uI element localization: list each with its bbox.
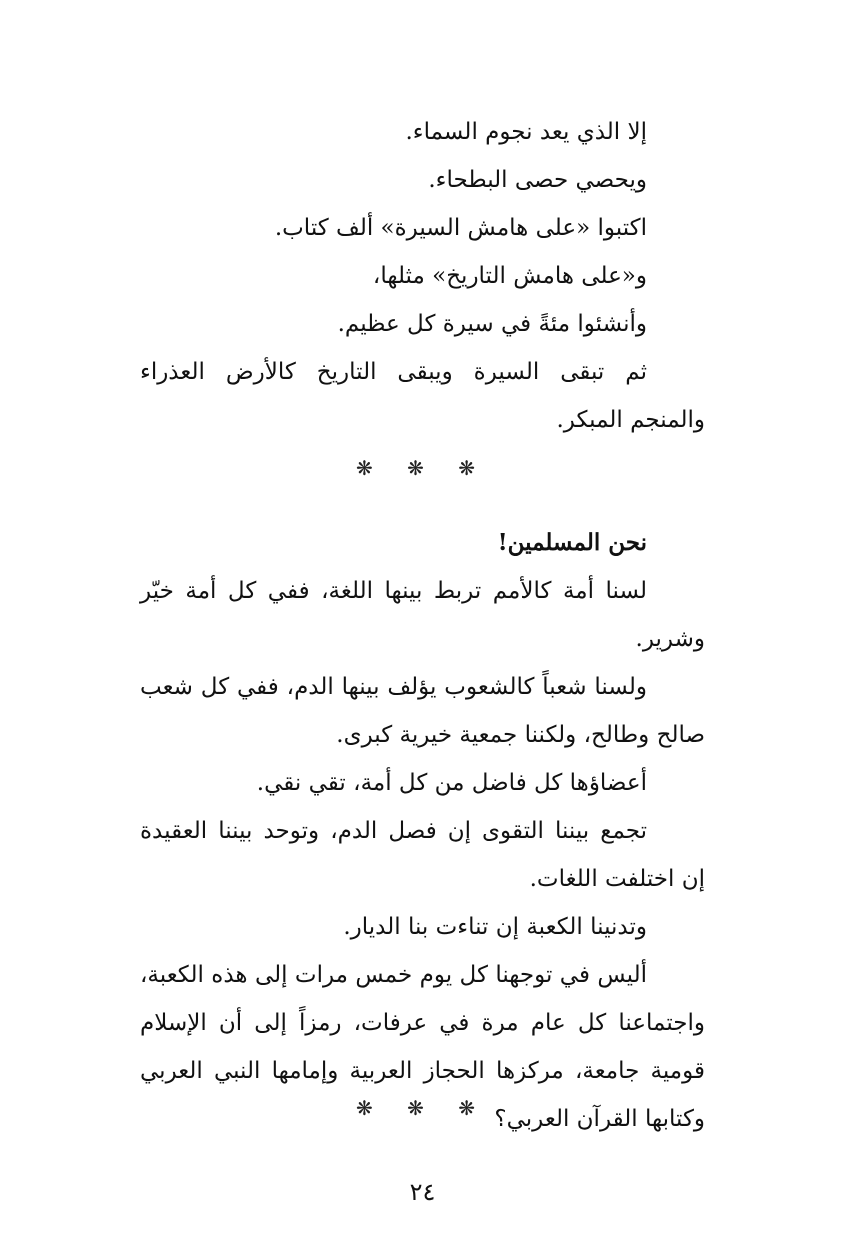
section-separator: ❋ ❋ ❋ xyxy=(356,456,489,480)
section-separator: ❋ ❋ ❋ xyxy=(356,1096,489,1120)
top-text-block xyxy=(140,108,705,444)
page-number: ٢٤ xyxy=(409,1178,436,1206)
bottom-text-block xyxy=(140,519,705,1143)
text-line: ويحصي حصى البطحاء. xyxy=(428,167,647,193)
text-line: وأنشئوا مئةً في سيرة كل عظيم. xyxy=(337,311,647,337)
paragraph: أعضاؤها كل فاضل من كل أمة، تقي نقي. xyxy=(256,770,647,796)
paragraph: أليس في توجهنا كل يوم خمس مرات إلى هذه الكعبة، واجتماعنا كل عام مرة في عرفات، رمزاً إلى أن الإسلام قومية جامعة، مركزها الحجاز العربية وإمامها النبي العربي وكتابها القرآن العربي؟ xyxy=(140,962,705,1132)
paragraph: ولسنا شعباً كالشعوب يؤلف بينها الدم، ففي كل شعب صالح وطالح، ولكننا جمعية خيرية كبرى. xyxy=(140,674,705,748)
paragraph: تجمع بيننا التقوى إن فصل الدم، وتوحد بيننا العقيدة إن اختلفت اللغات. xyxy=(140,818,705,892)
text-line: و«على هامش التاريخ» مثلها، xyxy=(372,263,647,289)
paragraph: وتدنينا الكعبة إن تناءت بنا الديار. xyxy=(343,914,647,940)
text-line: ثم تبقى السيرة ويبقى التاريخ كالأرض العذراء والمنجم المبكر. xyxy=(140,359,705,433)
section-heading: نحن المسلمين! xyxy=(497,529,647,556)
text-line: اكتبوا «على هامش السيرة» ألف كتاب. xyxy=(274,215,647,241)
paragraph: لسنا أمة كالأمم تربط بينها اللغة، ففي كل أمة خيّر وشرير. xyxy=(140,578,705,652)
text-line: إلا الذي يعد نجوم السماء. xyxy=(405,119,647,145)
